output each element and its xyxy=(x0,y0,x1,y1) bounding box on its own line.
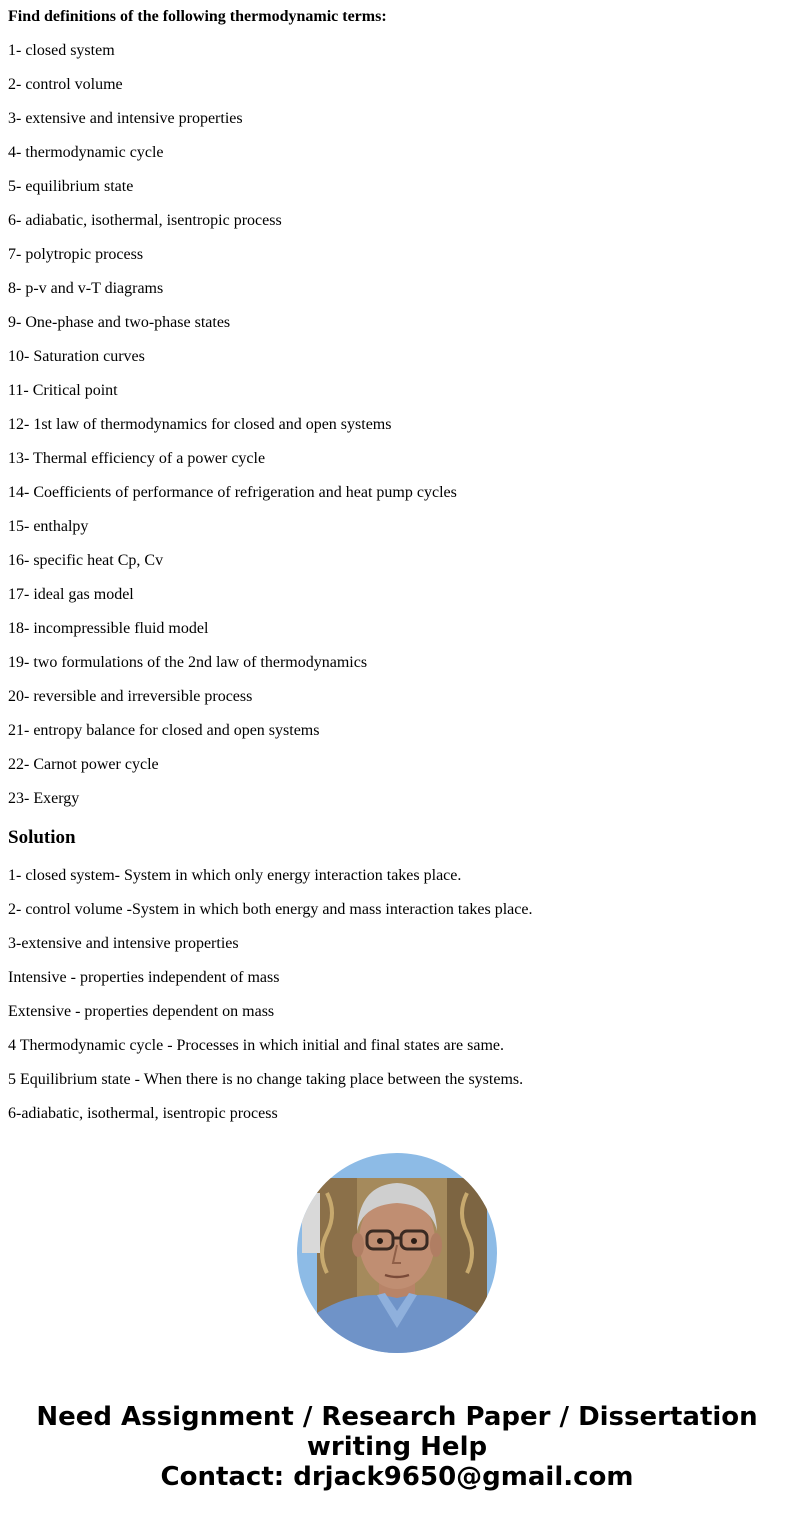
term-item: 14- Coefficients of performance of refrigeration and heat pump cycles xyxy=(8,484,457,501)
promo-line-2: writing Help xyxy=(306,1432,488,1462)
term-item: 21- entropy balance for closed and open systems xyxy=(8,722,320,739)
term-item: 16- specific heat Cp, Cv xyxy=(8,552,164,569)
author-photo xyxy=(297,1153,497,1353)
term-item: 13- Thermal efficiency of a power cycle xyxy=(8,450,266,467)
term-item: 18- incompressible fluid model xyxy=(8,620,209,637)
term-item: 8- p-v and v-T diagrams xyxy=(8,280,164,297)
promo-line-1: Need Assignment / Research Paper / Dissertation xyxy=(36,1402,758,1432)
solution-item: 1- closed system- System in which only energy interaction takes place. xyxy=(8,867,462,884)
term-item: 22- Carnot power cycle xyxy=(8,756,159,773)
solution-item: 2- control volume -System in which both energy and mass interaction takes place. xyxy=(8,901,533,918)
solution-item: Intensive - properties independent of mass xyxy=(8,969,280,986)
question-heading: Find definitions of the following thermodynamic terms: xyxy=(8,8,387,25)
term-item: 6- adiabatic, isothermal, isentropic process xyxy=(8,212,282,229)
solution-item: 6-adiabatic, isothermal, isentropic process xyxy=(8,1105,278,1122)
solution-item: 5 Equilibrium state - When there is no change taking place between the systems. xyxy=(8,1071,524,1088)
solution-item: 3-extensive and intensive properties xyxy=(8,935,239,952)
term-item: 17- ideal gas model xyxy=(8,586,134,603)
promo-banner xyxy=(0,1402,794,1492)
solution-heading: Solution xyxy=(8,827,76,848)
term-item: 19- two formulations of the 2nd law of thermodynamics xyxy=(8,654,368,671)
term-item: 12- 1st law of thermodynamics for closed and open systems xyxy=(8,416,392,433)
solution-item: 4 Thermodynamic cycle - Processes in which initial and final states are same. xyxy=(8,1037,504,1054)
promo-contact: Contact: drjack9650@gmail.com xyxy=(160,1462,634,1492)
term-item: 9- One-phase and two-phase states xyxy=(8,314,231,331)
term-item: 3- extensive and intensive properties xyxy=(8,110,243,127)
term-item: 20- reversible and irreversible process xyxy=(8,688,253,705)
term-item: 4- thermodynamic cycle xyxy=(8,144,164,161)
term-item: 10- Saturation curves xyxy=(8,348,145,365)
term-item: 7- polytropic process xyxy=(8,246,144,263)
term-item: 1- closed system xyxy=(8,42,115,59)
term-item: 15- enthalpy xyxy=(8,518,89,535)
term-item: 5- equilibrium state xyxy=(8,178,134,195)
terms-list xyxy=(8,41,457,823)
solution-item: Extensive - properties dependent on mass xyxy=(8,1003,275,1020)
term-item: 23- Exergy xyxy=(8,790,80,807)
solution-list xyxy=(8,866,532,1138)
term-item: 11- Critical point xyxy=(8,382,118,399)
term-item: 2- control volume xyxy=(8,76,123,93)
